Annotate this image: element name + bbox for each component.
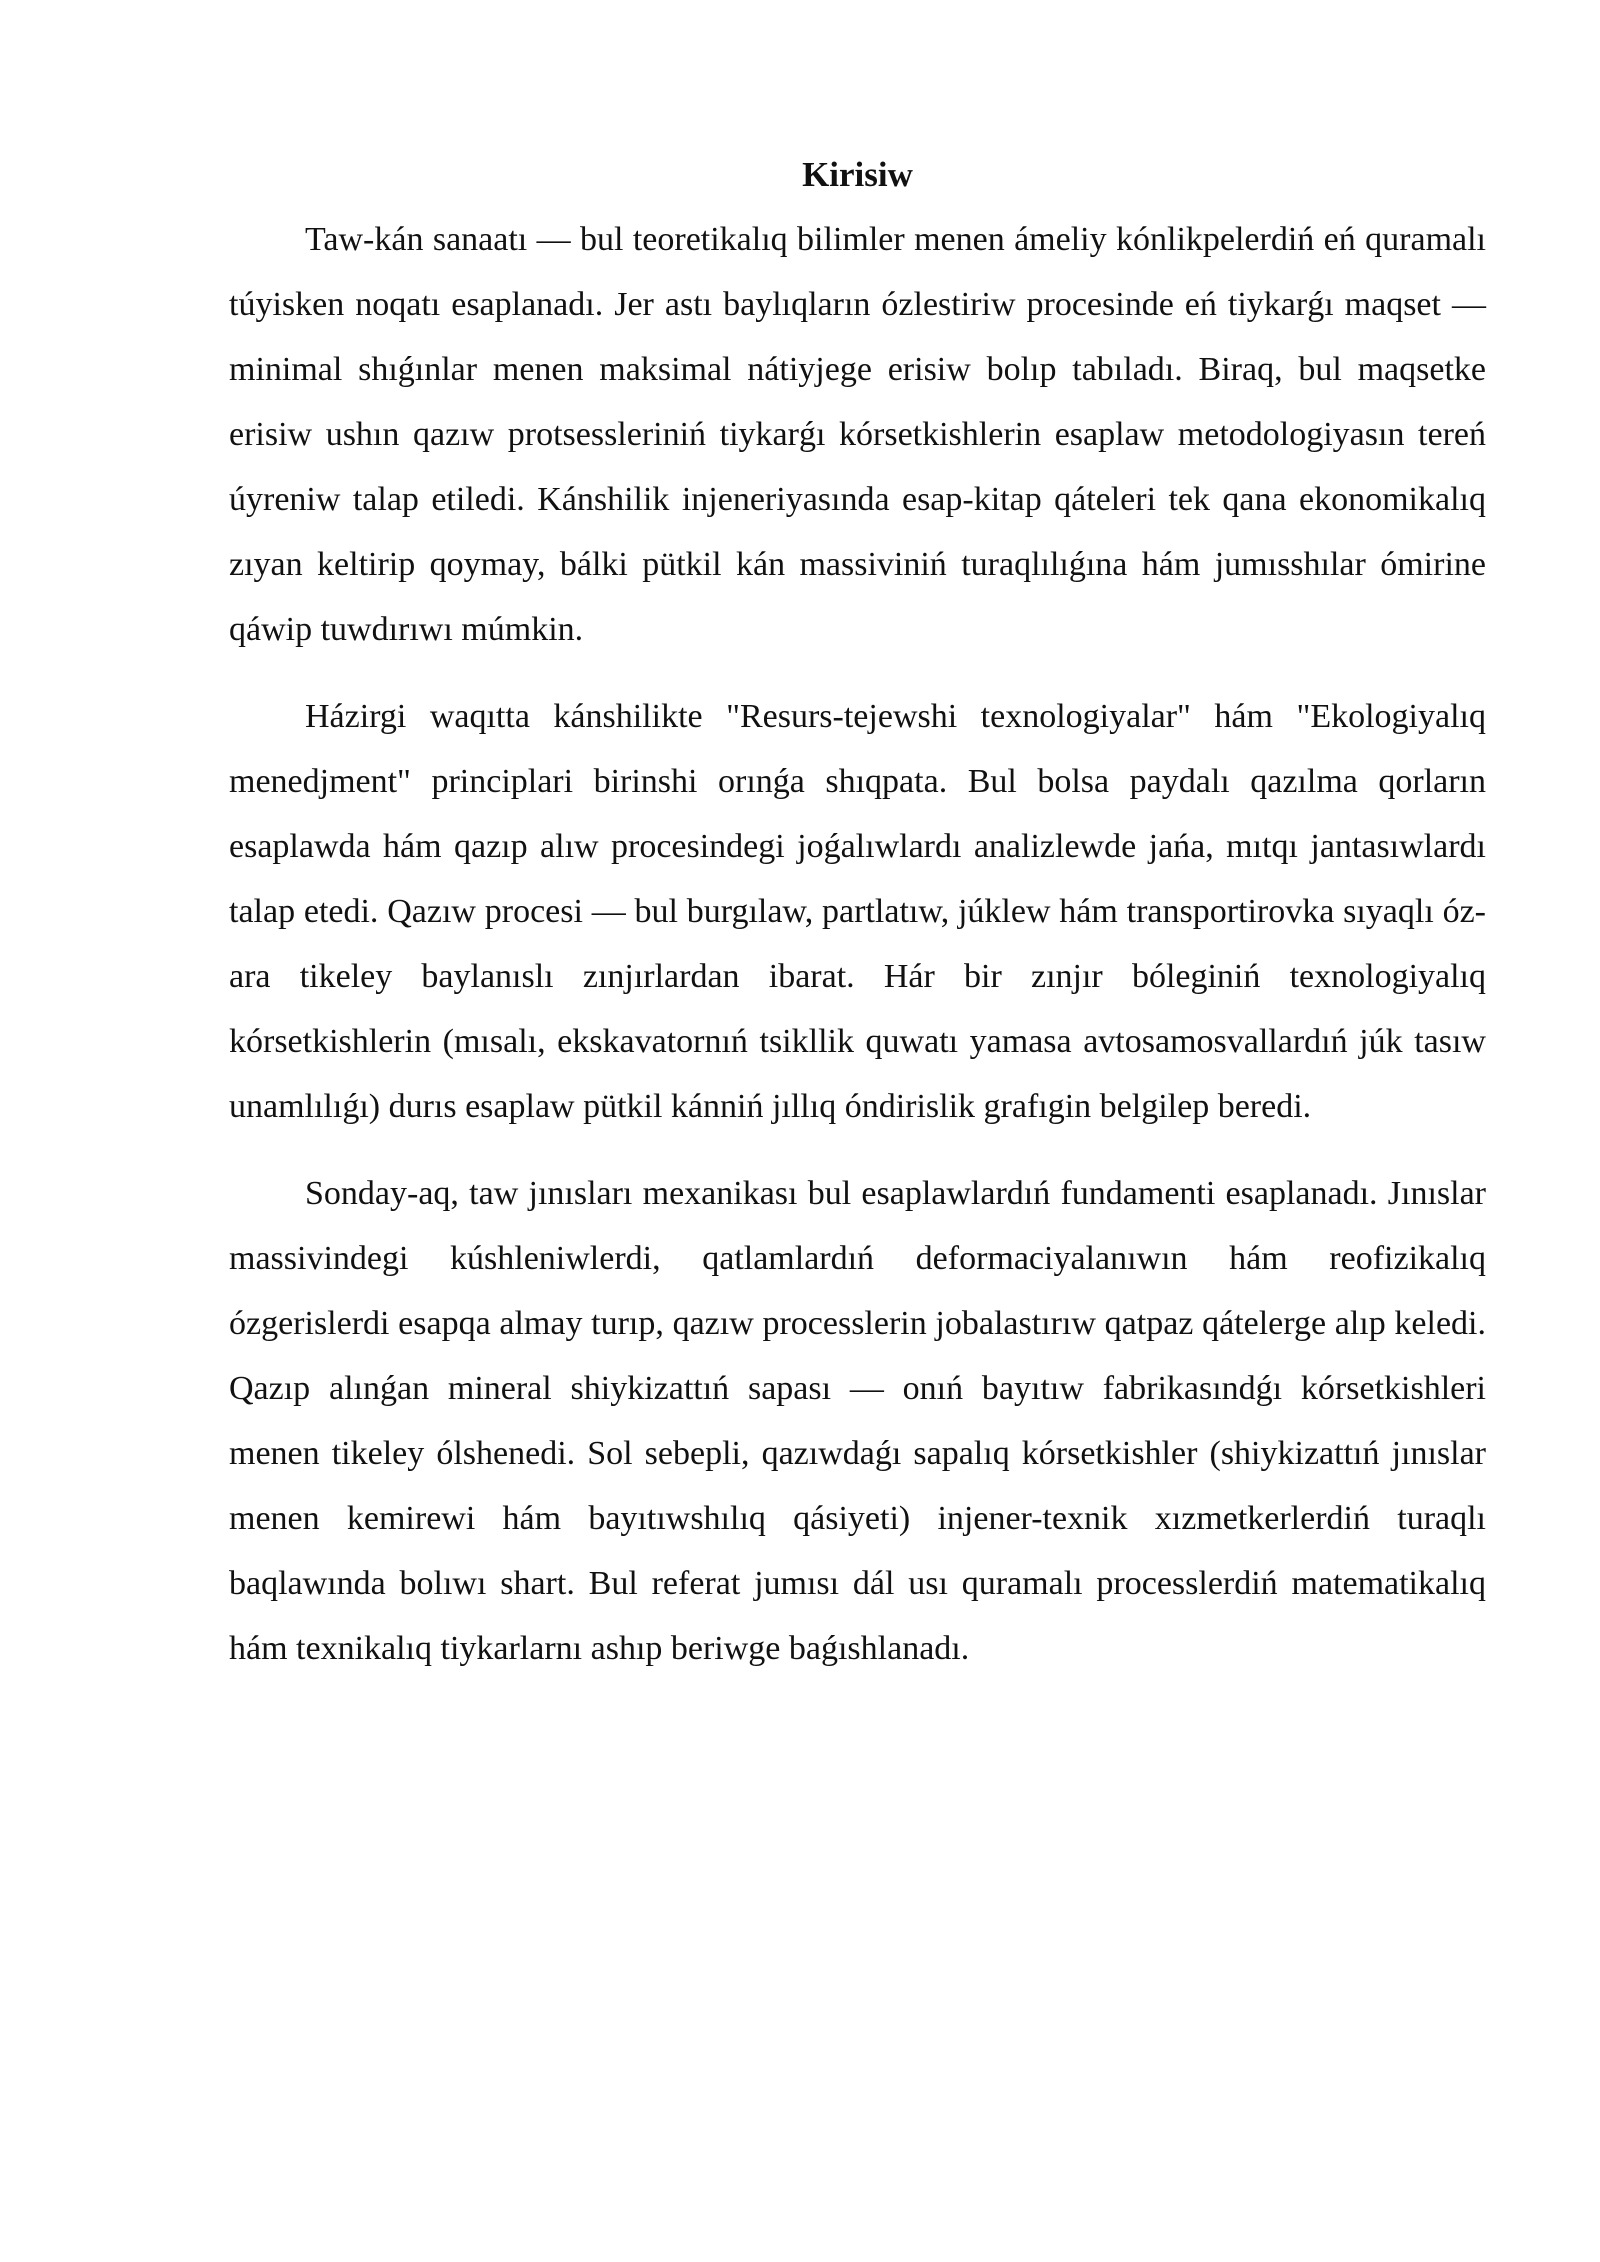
paragraph-1: Taw-kán sanaatı — bul teoretikalıq bilimler menen ámeliy kónlikpelerdiń eń quramalı túyisken noqatı esaplanadı. Jer astı baylıqların ózlestiriw procesinde eń tiykarǵı maqset — minimal shıǵınlar menen maksimal nátiyjege erisiw bolıp tabıladı. Biraq, bul maqsetke erisiw ushın qazıw protsessleriniń tiykarǵı kórsetkishlerin esaplaw metodologiyasın tereń úyreniw talap etiledi. Kánshilik injeneriyasında esap-kitap qáteleri tek qana ekonomikalıq zıyan keltirip qoymay, bálki pütkil kán massiviniń turaqlılıǵına hám jumısshılar ómirine qáwip tuwdırıwı múmkin. — [229, 221, 1486, 648]
document-body — [229, 142, 1486, 1703]
document-title: Kirisiw — [802, 155, 913, 194]
paragraph-3: Sonday-aq, taw jınısları mexanikası bul esaplawlardıń fundamenti esaplanadı. Jınıslar massivindegi kúshleniwlerdi, qatlamlardıń deformaciyalanıwın hám reofizikalıq ózgerislerdi esapqa almay turıp, qazıw processlerin jobalastırıw qatpaz qátelerge alıp keledi. Qazıp alınǵan mineral shiykizattıń sapası — onıń bayıtıw fabrikasındǵı kórsetkishleri menen tikeley ólshenedi. Sol sebepli, qazıwdaǵı sapalıq kórsetkishler (shiykizattıń jınıslar menen kemirewi hám bayıtıwshılıq qásiyeti) injener-texnik xızmetkerlerdiń turaqlı baqlawında bolıwı shart. Bul referat jumısı dál usı quramalı processlerdiń matematikalıq hám texnikalıq tiykarlarnı ashıp beriwge baǵıshlanadı. — [229, 1175, 1486, 1667]
paragraph-2: Házirgi waqıtta kánshilikte "Resurs-tejewshi texnologiyalar" hám "Ekologiyalıq menedjment" principlari birinshi orınǵa shıqpata. Bul bolsa paydalı qazılma qorların esaplawda hám qazıp alıw procesindegi joǵalıwlardı analizlewde jańa, mıtqı jantasıwlardı talap etedi. Qazıw procesi — bul burgılaw, partlatıw, júklew hám transportirovka sıyaqlı óz-ara tikeley baylanıslı zınjırlardan ibarat. Hár bir zınjır bóleginiń texnologiyalıq kórsetkishlerin (mısalı, ekskavatornıń tsikllik quwatı yamasa avtosamosvallardıń júk tasıw unamlılıǵı) durıs esaplaw pütkil kánniń jıllıq óndirislik grafıgin belgilep beredi. — [229, 698, 1486, 1125]
